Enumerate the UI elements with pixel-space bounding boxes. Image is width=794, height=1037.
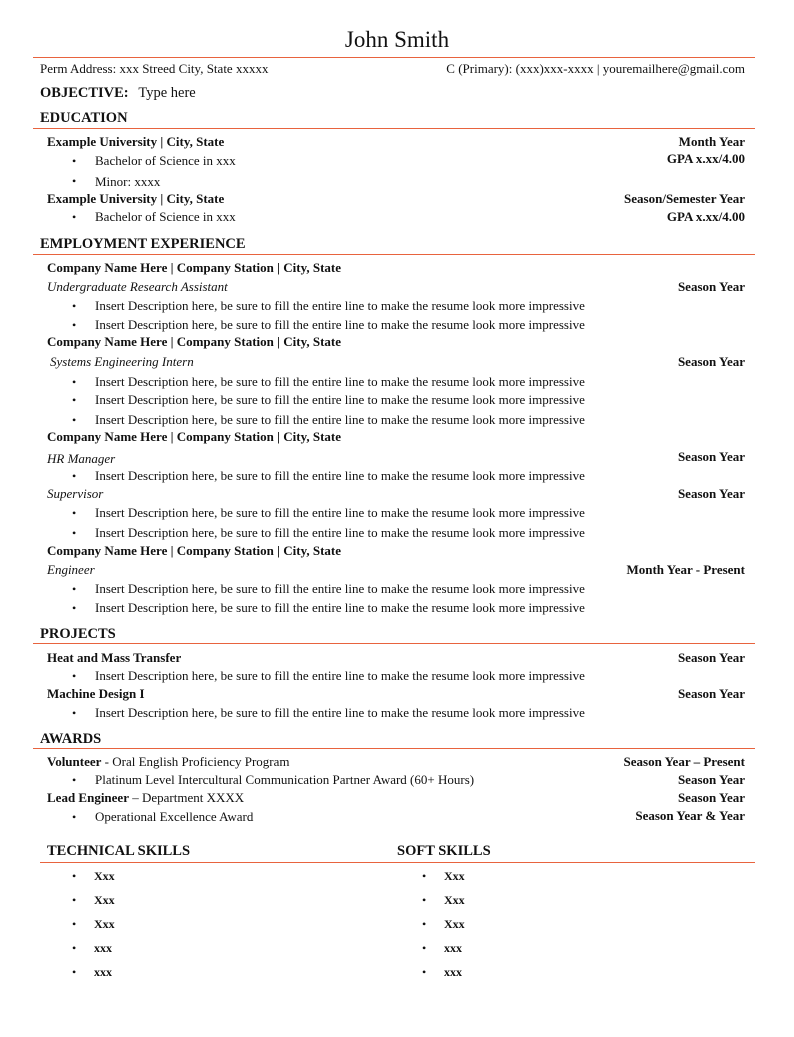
project-description: Insert Description here, be sure to fill the entire line to make the resume look more impressive — [95, 668, 585, 683]
objective-value: Type here — [138, 85, 196, 101]
bullet: • — [422, 917, 427, 931]
bullet: • — [72, 669, 77, 683]
job-title: Systems Engineering Intern — [50, 354, 194, 369]
award-org: – Department XXXX — [128, 790, 245, 805]
bullet: • — [72, 393, 77, 407]
education-heading: EDUCATION — [40, 110, 128, 126]
bullet: • — [422, 941, 427, 955]
applicant-name: John Smith — [344, 27, 450, 52]
bullet: • — [72, 917, 77, 931]
education-gpa: GPA x.xx/4.00 — [666, 209, 745, 224]
bullet: • — [72, 375, 77, 389]
award-item-date: Season Year & Year — [635, 808, 745, 823]
award-item-date: Season Year — [677, 772, 745, 787]
bullet: • — [72, 526, 77, 540]
soft-skill: Xxx — [444, 893, 465, 907]
project-description: Insert Description here, be sure to fill the entire line to make the resume look more impressive — [95, 705, 585, 720]
objective-label: OBJECTIVE: — [40, 85, 129, 101]
awards-heading: AWARDS — [40, 731, 102, 747]
job-description: Insert Description here, be sure to fill the entire line to make the resume look more impressive — [95, 505, 585, 520]
job-date: Season Year — [677, 279, 745, 294]
award-role — [47, 754, 290, 770]
job-date: Season Year — [677, 449, 745, 464]
perm-address: Perm Address: xxx Streed City, State xxxxx — [40, 61, 269, 76]
projects-heading: PROJECTS — [40, 626, 116, 642]
bullet: • — [72, 601, 77, 615]
job-description: Insert Description here, be sure to fill the entire line to make the resume look more impressive — [95, 317, 585, 332]
job-description: Insert Description here, be sure to fill the entire line to make the resume look more impressive — [95, 600, 585, 615]
job-description: Insert Description here, be sure to fill the entire line to make the resume look more impressive — [95, 298, 585, 313]
job-description: Insert Description here, be sure to fill the entire line to make the resume look more impressive — [95, 581, 585, 596]
technical-skill: xxx — [94, 965, 112, 979]
bullet: • — [72, 174, 77, 188]
company-name: Company Name Here | Company Station | City, State — [47, 543, 342, 558]
bullet: • — [72, 154, 77, 168]
award-org: - Oral English Proficiency Program — [101, 754, 290, 769]
project-name: Heat and Mass Transfer — [47, 650, 182, 665]
technical-skill: xxx — [94, 941, 112, 955]
job-title: Engineer — [47, 562, 95, 577]
bullet: • — [72, 413, 77, 427]
awards-divider — [33, 748, 755, 749]
company-name: Company Name Here | Company Station | City, State — [47, 334, 342, 349]
bullet: • — [72, 299, 77, 313]
bullet: • — [72, 506, 77, 520]
job-description: Insert Description here, be sure to fill the entire line to make the resume look more impressive — [95, 468, 585, 483]
project-date: Season Year — [677, 650, 745, 665]
soft-skill: xxx — [444, 941, 462, 955]
bullet: • — [72, 582, 77, 596]
award-role-title: Volunteer — [47, 754, 102, 769]
skills-divider — [40, 862, 755, 863]
bullet: • — [72, 773, 77, 787]
employment-divider — [33, 254, 755, 255]
soft-skills-heading: SOFT SKILLS — [397, 843, 491, 859]
job-title: Supervisor — [47, 486, 104, 501]
job-description: Insert Description here, be sure to fill the entire line to make the resume look more impressive — [95, 412, 585, 427]
job-title: HR Manager — [47, 451, 116, 466]
education-date: Season/Semester Year — [624, 191, 745, 206]
bullet: • — [72, 893, 77, 907]
education-date: Month Year — [678, 134, 745, 149]
degree: Bachelor of Science in xxx — [95, 209, 236, 224]
degree: Bachelor of Science in xxx — [95, 153, 236, 168]
job-date: Season Year — [677, 486, 745, 501]
phone-email: C (Primary): (xxx)xxx-xxxx | youremailhere@gmail.com — [446, 61, 745, 76]
education-divider — [33, 128, 755, 129]
minor: Minor: xxxx — [95, 174, 161, 189]
school-name: Example University | City, State — [47, 134, 225, 149]
bullet: • — [72, 706, 77, 720]
job-description: Insert Description here, be sure to fill the entire line to make the resume look more impressive — [95, 525, 585, 540]
job-title: Undergraduate Research Assistant — [47, 279, 228, 294]
company-name: Company Name Here | Company Station | City, State — [47, 260, 342, 275]
bullet: • — [72, 469, 77, 483]
bullet: • — [72, 869, 77, 883]
bullet: • — [422, 869, 427, 883]
technical-skill: Xxx — [94, 893, 115, 907]
education-gpa: GPA x.xx/4.00 — [666, 151, 745, 166]
soft-skill: Xxx — [444, 869, 465, 883]
header-divider — [33, 57, 755, 58]
award-role-title: Lead Engineer — [47, 790, 129, 805]
technical-skills-heading: TECHNICAL SKILLS — [47, 843, 191, 859]
school-name: Example University | City, State — [47, 191, 225, 206]
job-date: Season Year — [677, 354, 745, 369]
soft-skill: xxx — [444, 965, 462, 979]
technical-skill: Xxx — [94, 869, 115, 883]
award-date: Season Year – Present — [623, 754, 745, 769]
technical-skill: Xxx — [94, 917, 115, 931]
job-description: Insert Description here, be sure to fill the entire line to make the resume look more impressive — [95, 374, 585, 389]
job-date: Month Year - Present — [626, 562, 745, 577]
award-role — [47, 790, 244, 806]
projects-divider — [33, 643, 755, 644]
bullet: • — [72, 941, 77, 955]
bullet: • — [72, 965, 77, 979]
bullet: • — [72, 810, 77, 824]
employment-heading: EMPLOYMENT EXPERIENCE — [40, 236, 246, 252]
objective — [40, 85, 196, 101]
bullet: • — [422, 893, 427, 907]
company-name: Company Name Here | Company Station | City, State — [47, 429, 342, 444]
project-date: Season Year — [677, 686, 745, 701]
job-description: Insert Description here, be sure to fill the entire line to make the resume look more impressive — [95, 392, 585, 407]
award-date: Season Year — [677, 790, 745, 805]
bullet: • — [72, 210, 77, 224]
award-item: Platinum Level Intercultural Communication Partner Award (60+ Hours) — [95, 772, 475, 787]
award-item: Operational Excellence Award — [95, 809, 254, 824]
project-name: Machine Design I — [47, 686, 145, 701]
soft-skill: Xxx — [444, 917, 465, 931]
bullet: • — [422, 965, 427, 979]
bullet: • — [72, 318, 77, 332]
